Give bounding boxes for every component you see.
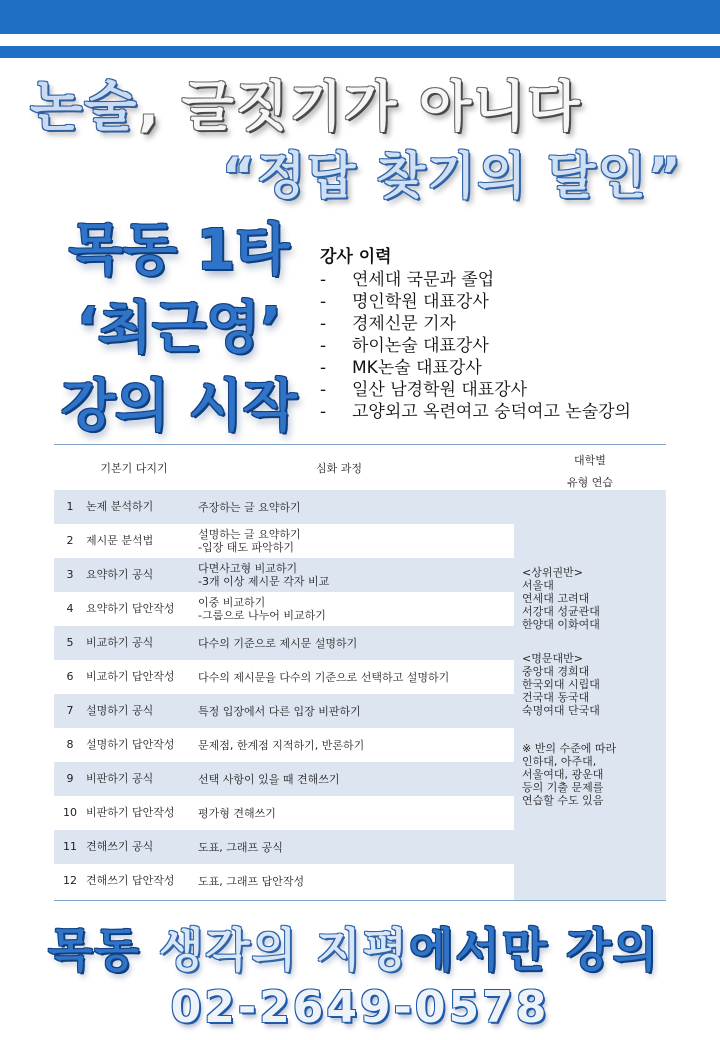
career-title: 강사 이력 bbox=[320, 247, 392, 267]
table-row: 5 비교하기 공식 다수의 기준으로 제시문 설명하기 bbox=[54, 626, 514, 660]
table-bottom-border bbox=[54, 900, 666, 901]
headline-line2: “정답 찾기의 달인” bbox=[222, 147, 683, 205]
table-top-border bbox=[54, 444, 666, 445]
promo-line2: ‘최근영’ bbox=[76, 296, 282, 361]
academy-name: 생각의 지평 bbox=[158, 923, 410, 977]
univ-group-top: <상위권반> 서울대 연세대 고려대 서강대 성균관대 한양대 이화여대 bbox=[522, 566, 600, 631]
career-list bbox=[320, 269, 631, 423]
table-rows bbox=[54, 490, 514, 898]
header-univ-line1: 대학별 bbox=[574, 454, 606, 467]
table-row: 4 요약하기 답안작성 이중 비교하기 -그룹으로 나누어 비교하기 bbox=[66, 596, 326, 622]
table-row: 10 비판하기 답안작성 평가형 견해쓰기 bbox=[63, 806, 276, 820]
table-row: 9 비판하기 공식 선택 사항이 있을 때 견해쓰기 bbox=[54, 762, 514, 796]
footer-slogan: 목동 생각의 지평에서만 강의 bbox=[48, 923, 660, 977]
headline-rest: 글짓기가 아니다 bbox=[181, 75, 582, 138]
career-item: - 명인학원 대표강사 bbox=[320, 292, 489, 312]
phone-number: 02-2649-0578 bbox=[170, 982, 550, 1033]
univ-practice-column bbox=[514, 490, 666, 900]
promo-line3: 강의 시작 bbox=[61, 374, 297, 439]
headline-separator: , bbox=[138, 75, 182, 138]
univ-group-prestige: <명문대반> 중앙대 경희대 한국외대 시립대 건국대 동국대 숙명여대 단국대 bbox=[522, 652, 600, 717]
career-item: - 경제신문 기자 bbox=[320, 314, 456, 334]
table-row: 3 요약하기 공식 다면사고형 비교하기 -3개 이상 제시문 각자 비교 bbox=[54, 558, 514, 592]
headline-line1 bbox=[30, 64, 582, 141]
promo-block bbox=[44, 212, 314, 446]
table-row: 2 제시문 분석법 설명하는 글 요약하기 -입장 태도 파악하기 bbox=[66, 528, 301, 554]
career-item: - MK논술 대표강사 bbox=[320, 358, 482, 378]
table-row: 8 설명하기 답안작성 문제점, 한계점 지적하기, 반론하기 bbox=[66, 738, 365, 752]
career-item: - 일산 남경학원 대표강사 bbox=[320, 380, 528, 400]
top-banner-stripe bbox=[0, 46, 720, 58]
table-row: 11 견해쓰기 공식 도표, 그래프 공식 bbox=[54, 830, 514, 864]
table-row: 6 비교하기 답안작성 다수의 제시문을 다수의 기준으로 선택하고 설명하기 bbox=[66, 670, 450, 684]
career-item: - 하이논술 대표강사 bbox=[320, 336, 489, 356]
career-item: - 연세대 국문과 졸업 bbox=[320, 270, 495, 290]
table-row: 12 견해쓰기 답안작성 도표, 그래프 답안작성 bbox=[63, 874, 305, 888]
header-deep: 심화 과정 bbox=[315, 462, 362, 475]
curriculum-table bbox=[54, 444, 666, 900]
table-row: 7 설명하기 공식 특정 입장에서 다른 입장 비판하기 bbox=[54, 694, 514, 728]
top-banner-bar bbox=[0, 0, 720, 34]
table-row: 1 논제 분석하기 주장하는 글 요약하기 bbox=[54, 490, 514, 524]
promo-line1: 목동 1타 bbox=[68, 218, 290, 283]
instructor-career bbox=[320, 242, 631, 423]
header-basic: 기본기 다지기 bbox=[100, 462, 168, 475]
header-univ-line2: 유형 연습 bbox=[566, 476, 613, 489]
career-item: - 고양외고 옥련여고 숭덕여고 논술강의 bbox=[320, 402, 631, 422]
headline-word-nonsul: 논술 bbox=[30, 75, 139, 138]
univ-note: ※ 반의 수준에 따라 인하대, 아주대, 서울여대, 광운대 등의 기출 문제를 연습할 수도 있음 bbox=[522, 742, 617, 807]
